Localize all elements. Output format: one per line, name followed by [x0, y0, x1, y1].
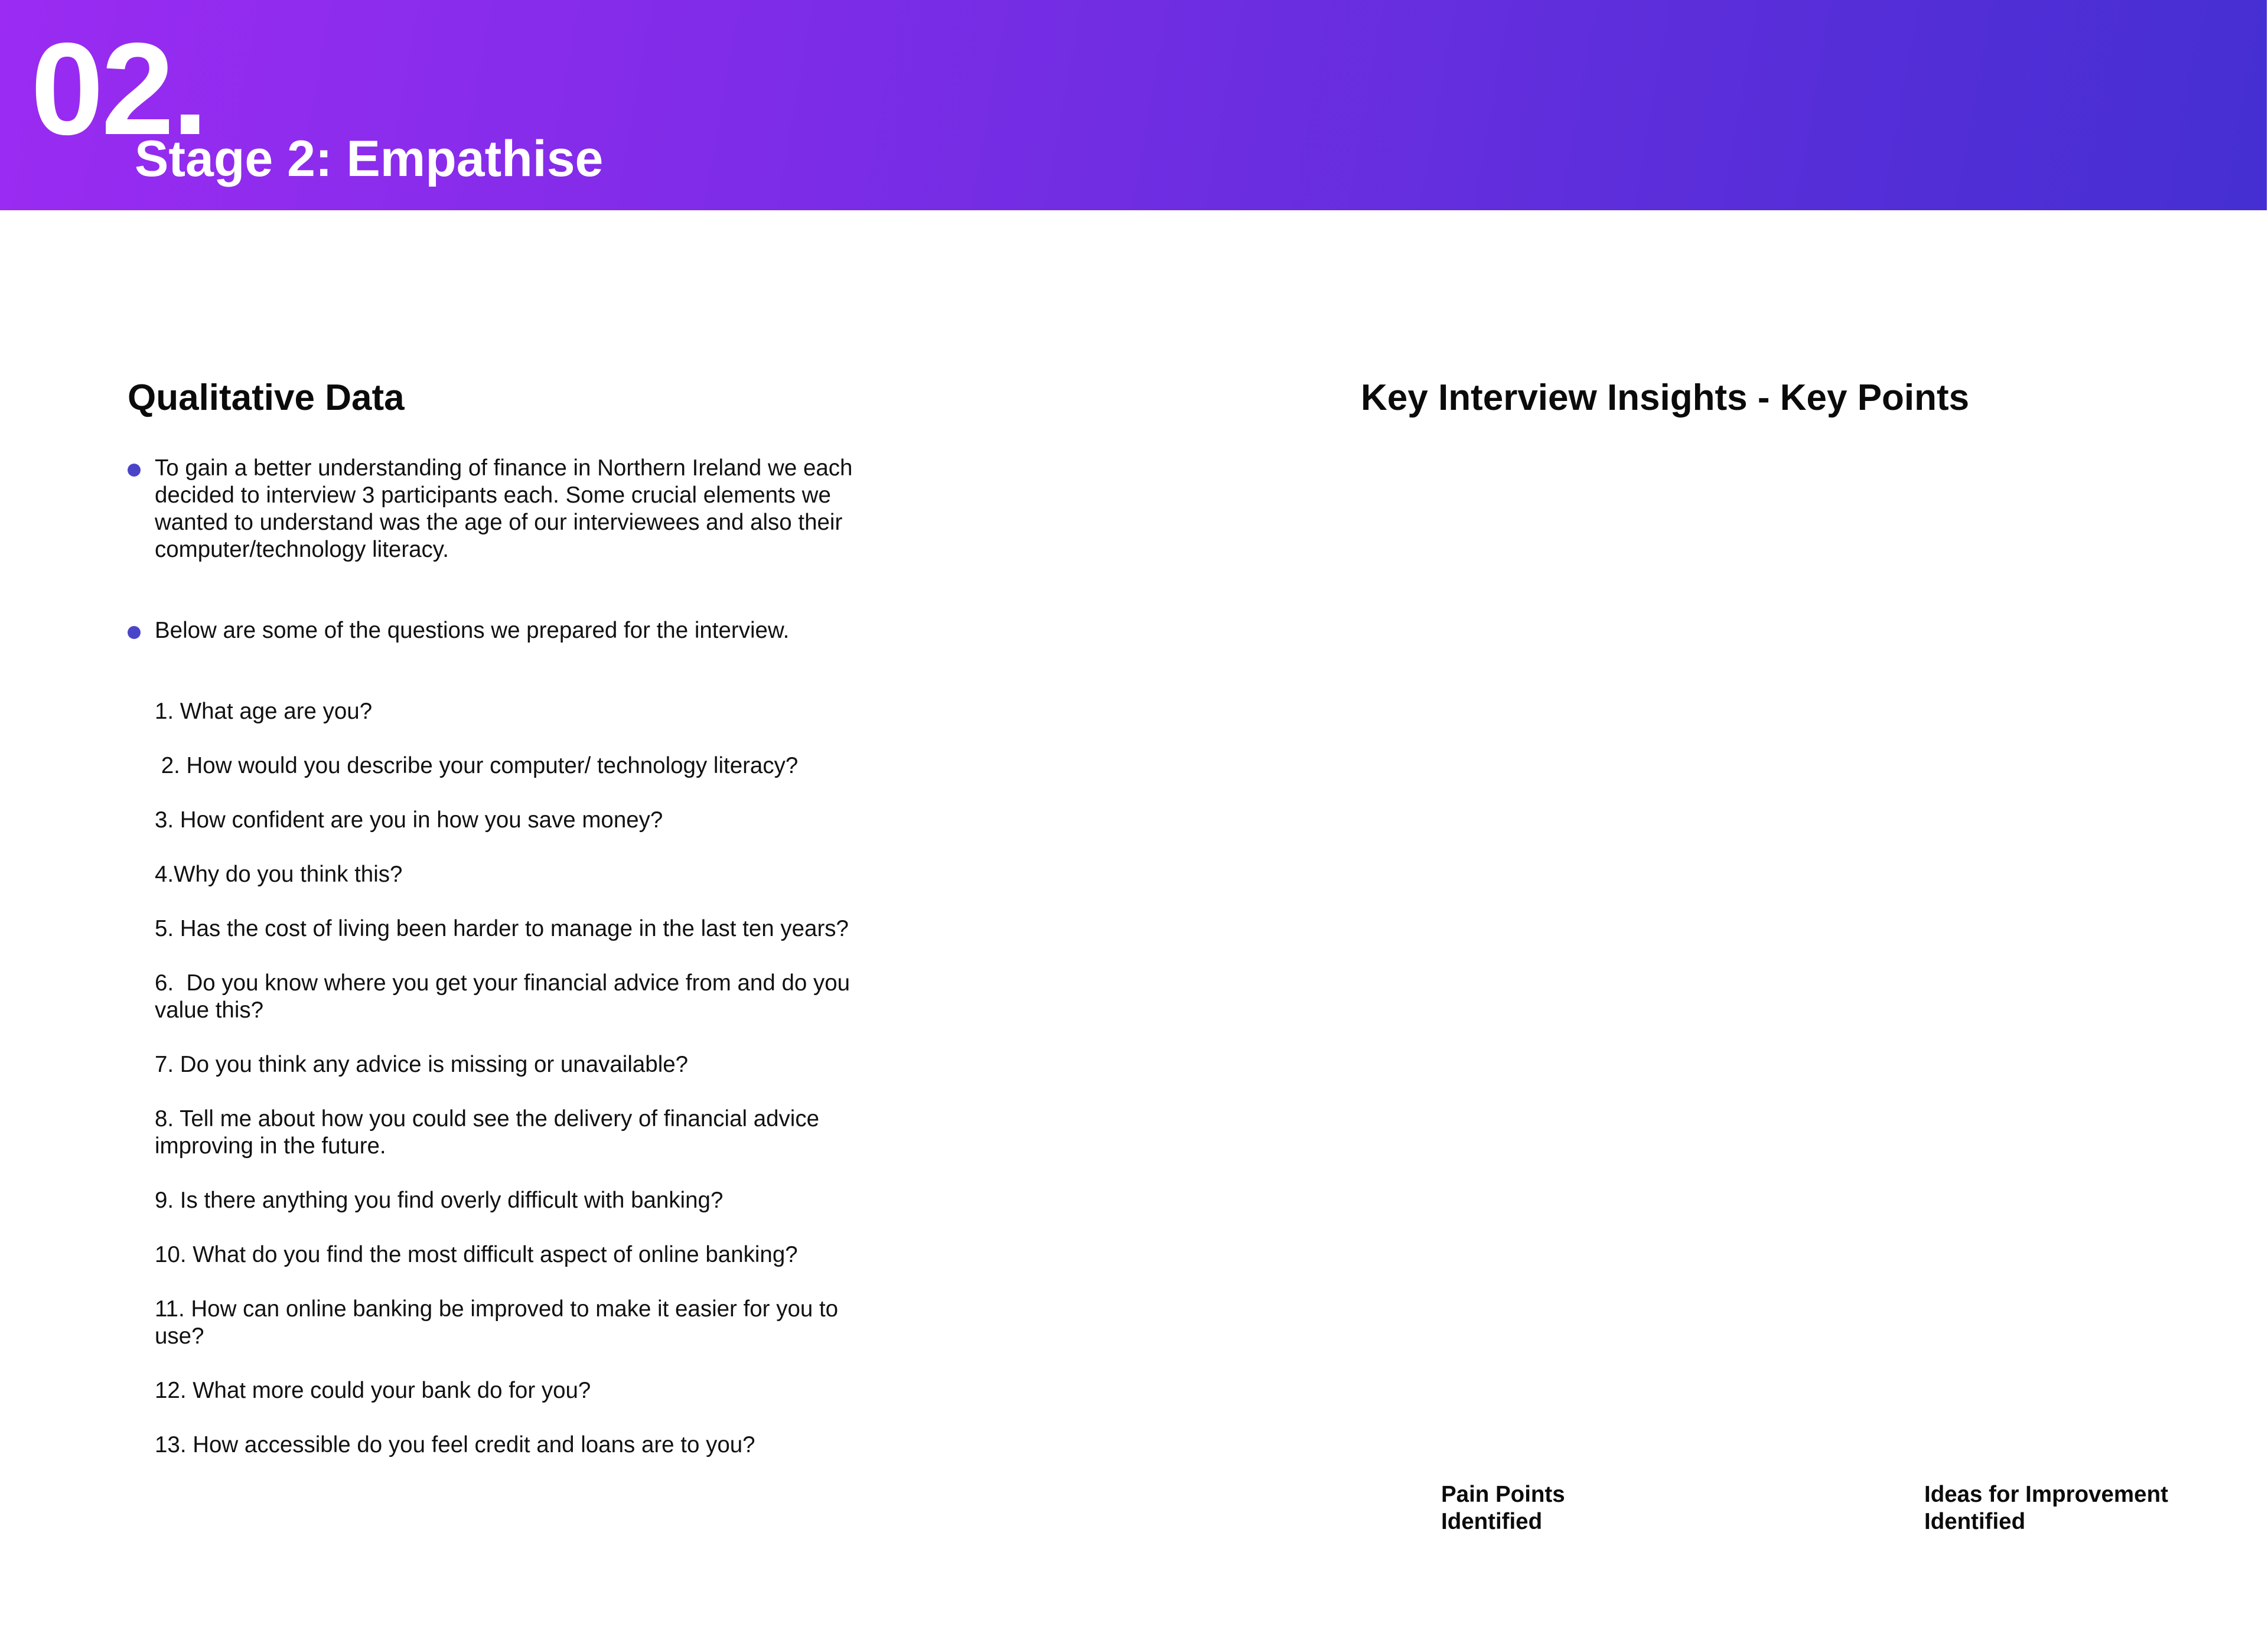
bullet-text: To gain a better understanding of finance in Northern Ireland we each decided to interview 3 participants each. Some crucial elements we wanted to understand was the age of our interviewees and also their computer/technology literacy. — [155, 455, 853, 562]
interview-question: 5. Has the cost of living been harder to manage in the last ten years? — [155, 916, 849, 941]
interview-question: 12. What more could your bank do for you? — [155, 1378, 591, 1403]
stage-number: 02. — [31, 16, 206, 162]
interview-question-list — [155, 698, 858, 1486]
key-insights-heading: Key Interview Insights - Key Points — [1361, 377, 1970, 418]
bullet-item-intro — [155, 455, 858, 563]
bullet-dot-icon — [128, 464, 141, 477]
interview-question: 3. How confident are you in how you save money? — [155, 807, 663, 833]
interview-question: 2. How would you describe your computer/ technology literacy? — [155, 753, 799, 778]
interview-question: 8. Tell me about how you could see the delivery of financial advice improving in the future. — [155, 1106, 826, 1159]
interview-question: 4.Why do you think this? — [155, 862, 403, 887]
interview-question: 11. How can online banking be improved to make it easier for you to use? — [155, 1296, 845, 1349]
interview-question: 10. What do you find the most difficult aspect of online banking? — [155, 1242, 798, 1267]
stage-title: Stage 2: Empathise — [135, 131, 604, 187]
interview-question: 7. Do you think any advice is missing or unavailable? — [155, 1052, 689, 1077]
bullet-text: Below are some of the questions we prepared for the interview. — [155, 618, 790, 643]
interview-question: 6. Do you know where you get your financial advice from and do you value this? — [155, 970, 856, 1023]
qualitative-data-heading: Qualitative Data — [128, 377, 405, 418]
interview-question: 9. Is there anything you find overly difficult with banking? — [155, 1188, 724, 1213]
bullet-item-questions — [155, 617, 858, 644]
interview-question: 1. What age are you? — [155, 699, 373, 724]
interview-question: 13. How accessible do you feel credit and loans are to you? — [155, 1432, 755, 1458]
stage-header — [0, 0, 2267, 210]
ideas-for-improvement-label: Ideas for Improvement Identified — [1924, 1482, 2168, 1534]
pain-points-label: Pain Points Identified — [1441, 1482, 1565, 1534]
bullet-dot-icon — [128, 626, 141, 639]
